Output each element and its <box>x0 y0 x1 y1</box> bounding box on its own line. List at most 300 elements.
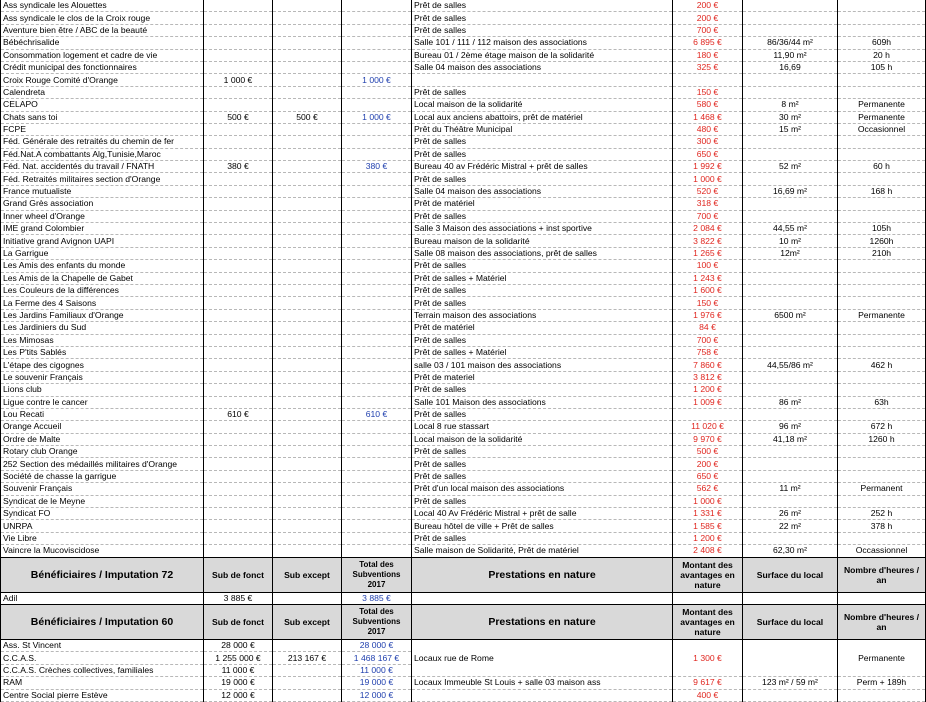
cell-sub-except <box>273 371 342 383</box>
cell-sub-fonct <box>204 433 273 445</box>
cell-prestation: Bureau maison de la solidarité <box>412 235 673 247</box>
cell-sub-fonct: 12 000 € <box>204 689 273 701</box>
cell-sub-fonct <box>204 247 273 259</box>
cell-beneficiaire: RAM <box>1 677 204 689</box>
cell-sub-except <box>273 223 342 235</box>
cell-montant: 318 € <box>673 198 743 210</box>
cell-total <box>342 223 412 235</box>
cell-beneficiaire: CELAPO <box>1 99 204 111</box>
cell-heures: 63h <box>838 396 926 408</box>
cell-surface <box>743 470 838 482</box>
cell-sub-fonct <box>204 12 273 24</box>
cell-prestation: Bureau 40 av Frédéric Mistral + prêt de salles <box>412 161 673 173</box>
cell-heures <box>838 408 926 420</box>
cell-total <box>342 148 412 160</box>
cell-heures: Permanente <box>838 99 926 111</box>
cell-sub-except <box>273 136 342 148</box>
cell-total <box>342 346 412 358</box>
table-row <box>1 384 926 396</box>
table-row <box>1 508 926 520</box>
cell-sub-except <box>273 0 342 12</box>
cell-montant: 200 € <box>673 0 743 12</box>
cell-heures: 168 h <box>838 185 926 197</box>
cell-surface <box>743 689 838 701</box>
cell-heures <box>838 198 926 210</box>
cell-montant: 650 € <box>673 148 743 160</box>
cell-sub-except <box>273 421 342 433</box>
table-row <box>1 520 926 532</box>
table-row <box>1 61 926 73</box>
cell-montant: 1 000 € <box>673 173 743 185</box>
cell-prestation: Prêt de salles + Matériel <box>412 272 673 284</box>
cell-montant: 562 € <box>673 483 743 495</box>
cell-total: 1 000 € <box>342 111 412 123</box>
cell-sub-fonct: 19 000 € <box>204 677 273 689</box>
cell-prestation: Prêt de materiel <box>412 371 673 383</box>
cell-sub-fonct <box>204 483 273 495</box>
cell-montant: 1 600 € <box>673 284 743 296</box>
cell-sub-fonct <box>204 284 273 296</box>
cell-beneficiaire: Adil <box>1 592 204 604</box>
cell-sub-fonct <box>204 545 273 557</box>
cell-sub-except <box>273 74 342 86</box>
cell-beneficiaire: Chats sans toi <box>1 111 204 123</box>
cell-beneficiaire: Société de chasse la garrigue <box>1 470 204 482</box>
table-row <box>1 495 926 507</box>
table-row <box>1 12 926 24</box>
cell-beneficiaire: Ass syndicale le clos de la Croix rouge <box>1 12 204 24</box>
cell-heures <box>838 384 926 396</box>
cell-heures-merged: Permanente <box>838 639 926 676</box>
cell-beneficiaire: Souvenir Français <box>1 483 204 495</box>
cell-total <box>342 297 412 309</box>
cell-montant: 1 243 € <box>673 272 743 284</box>
cell-heures <box>838 148 926 160</box>
cell-beneficiaire: Bébéchrisalide <box>1 37 204 49</box>
table-row <box>1 260 926 272</box>
cell-prestation: Terrain maison des associations <box>412 309 673 321</box>
cell-sub-except <box>273 235 342 247</box>
cell-sub-fonct <box>204 86 273 98</box>
cell-prestation <box>412 592 673 604</box>
cell-total <box>342 421 412 433</box>
cell-montant: 300 € <box>673 136 743 148</box>
cell-beneficiaire: Ass syndicale les Alouettes <box>1 0 204 12</box>
cell-prestation: Prêt de salles <box>412 173 673 185</box>
cell-montant: 9 617 € <box>673 677 743 689</box>
cell-sub-except <box>273 161 342 173</box>
cell-surface: 96 m² <box>743 421 838 433</box>
cell-beneficiaire: Les Couleurs de la différences <box>1 284 204 296</box>
cell-beneficiaire: Calendreta <box>1 86 204 98</box>
table-row <box>1 371 926 383</box>
cell-prestation: Prêt de salles <box>412 210 673 222</box>
cell-beneficiaire: Les Amis des enfants du monde <box>1 260 204 272</box>
cell-beneficiaire: Consommation logement et cadre de vie <box>1 49 204 61</box>
cell-surface <box>743 260 838 272</box>
cell-prestation: Local maison de la solidarité <box>412 99 673 111</box>
cell-surface: 26 m² <box>743 508 838 520</box>
cell-beneficiaire: La Garrigue <box>1 247 204 259</box>
cell-surface <box>743 408 838 420</box>
cell-surface: 44,55/86 m² <box>743 359 838 371</box>
cell-surface <box>743 148 838 160</box>
cell-heures <box>838 689 926 701</box>
table-row <box>1 458 926 470</box>
cell-surface: 86/36/44 m² <box>743 37 838 49</box>
cell-heures <box>838 136 926 148</box>
header-beneficiaires: Bénéficiaires / Imputation 72 <box>1 557 204 592</box>
cell-beneficiaire: C.C.A.S. <box>1 652 204 664</box>
cell-sub-fonct <box>204 37 273 49</box>
cell-prestation: Prêt de salles <box>412 458 673 470</box>
cell-surface <box>743 346 838 358</box>
cell-surface: 8 m² <box>743 99 838 111</box>
cell-total <box>342 483 412 495</box>
table-row <box>1 470 926 482</box>
cell-montant: 480 € <box>673 123 743 135</box>
table-row <box>1 284 926 296</box>
cell-beneficiaire: Féd.Nat.A combattants Alg,Tunisie,Maroc <box>1 148 204 160</box>
cell-sub-fonct <box>204 148 273 160</box>
cell-montant: 2 408 € <box>673 545 743 557</box>
cell-total: 28 000 € <box>342 639 412 651</box>
cell-sub-fonct <box>204 210 273 222</box>
table-row <box>1 297 926 309</box>
cell-prestation: Prêt de salles <box>412 86 673 98</box>
cell-total: 610 € <box>342 408 412 420</box>
header-sub-fonct: Sub de fonct <box>204 604 273 639</box>
cell-montant: 1 585 € <box>673 520 743 532</box>
cell-montant <box>673 408 743 420</box>
cell-sub-fonct <box>204 458 273 470</box>
cell-surface: 86 m² <box>743 396 838 408</box>
cell-sub-except <box>273 173 342 185</box>
cell-montant: 3 822 € <box>673 235 743 247</box>
cell-total <box>342 458 412 470</box>
header-beneficiaires: Bénéficiaires / Imputation 60 <box>1 604 204 639</box>
cell-montant-merged: 1 300 € <box>673 639 743 676</box>
cell-sub-fonct <box>204 446 273 458</box>
cell-beneficiaire: Ass. St Vincent <box>1 639 204 651</box>
cell-sub-fonct <box>204 235 273 247</box>
cell-montant: 100 € <box>673 260 743 272</box>
cell-surface <box>743 495 838 507</box>
cell-montant: 7 860 € <box>673 359 743 371</box>
cell-heures <box>838 74 926 86</box>
cell-total <box>342 173 412 185</box>
cell-prestation: Prêt de salles <box>412 408 673 420</box>
cell-sub-fonct <box>204 123 273 135</box>
table-row <box>1 235 926 247</box>
cell-surface <box>743 86 838 98</box>
cell-montant: 650 € <box>673 470 743 482</box>
cell-sub-except <box>273 309 342 321</box>
cell-surface <box>743 322 838 334</box>
cell-prestation: Salle 04 maison des associations <box>412 61 673 73</box>
header-sub-fonct: Sub de fonct <box>204 557 273 592</box>
cell-sub-except <box>273 322 342 334</box>
cell-sub-except <box>273 508 342 520</box>
table-row <box>1 346 926 358</box>
cell-surface: 10 m² <box>743 235 838 247</box>
table-row <box>1 639 926 651</box>
cell-sub-fonct <box>204 359 273 371</box>
cell-total <box>342 37 412 49</box>
cell-total <box>342 99 412 111</box>
cell-beneficiaire: Les Jardins Familiaux d'Orange <box>1 309 204 321</box>
cell-total <box>342 198 412 210</box>
cell-total <box>342 247 412 259</box>
table-row <box>1 408 926 420</box>
cell-sub-fonct <box>204 508 273 520</box>
cell-beneficiaire: Inner wheel d'Orange <box>1 210 204 222</box>
cell-surface: 62,30 m² <box>743 545 838 557</box>
cell-prestation: Bureau 01 / 2ème étage maison de la solidarité <box>412 49 673 61</box>
table-row <box>1 421 926 433</box>
cell-surface <box>743 0 838 12</box>
cell-prestation: Prêt de salles <box>412 0 673 12</box>
cell-sub-fonct <box>204 495 273 507</box>
cell-total <box>342 123 412 135</box>
cell-total <box>342 396 412 408</box>
table-row <box>1 592 926 604</box>
cell-prestation: Salle 101 / 111 / 112 maison des associations <box>412 37 673 49</box>
cell-prestation: Salle 04 maison des associations <box>412 185 673 197</box>
table-row <box>1 247 926 259</box>
cell-sub-fonct <box>204 49 273 61</box>
cell-heures <box>838 0 926 12</box>
cell-total <box>342 532 412 544</box>
cell-total: 1 468 167 € <box>342 652 412 664</box>
cell-heures: Perm + 189h <box>838 677 926 689</box>
cell-montant: 180 € <box>673 49 743 61</box>
cell-sub-fonct <box>204 61 273 73</box>
cell-montant: 1 200 € <box>673 384 743 396</box>
cell-heures: 60 h <box>838 161 926 173</box>
cell-sub-except <box>273 433 342 445</box>
cell-total <box>342 508 412 520</box>
cell-total <box>342 12 412 24</box>
cell-prestation: Prêt de salles <box>412 532 673 544</box>
header-total: Total des Subventions 2017 <box>342 604 412 639</box>
cell-sub-except <box>273 396 342 408</box>
cell-sub-fonct: 610 € <box>204 408 273 420</box>
cell-heures: Occassionnel <box>838 545 926 557</box>
cell-montant: 1 331 € <box>673 508 743 520</box>
cell-montant: 700 € <box>673 24 743 36</box>
cell-sub-fonct <box>204 384 273 396</box>
cell-sub-except <box>273 185 342 197</box>
cell-sub-except <box>273 545 342 557</box>
table-row <box>1 272 926 284</box>
cell-surface: 22 m² <box>743 520 838 532</box>
cell-total <box>342 322 412 334</box>
cell-sub-except <box>273 470 342 482</box>
cell-beneficiaire: UNRPA <box>1 520 204 532</box>
cell-total <box>342 470 412 482</box>
cell-sub-fonct <box>204 322 273 334</box>
cell-sub-except <box>273 639 342 651</box>
cell-beneficiaire: France mutualiste <box>1 185 204 197</box>
cell-total: 11 000 € <box>342 664 412 676</box>
cell-surface <box>743 371 838 383</box>
cell-heures <box>838 458 926 470</box>
cell-sub-except <box>273 198 342 210</box>
table-row <box>1 210 926 222</box>
table-row <box>1 111 926 123</box>
cell-beneficiaire: Lions club <box>1 384 204 396</box>
cell-total: 12 000 € <box>342 689 412 701</box>
cell-surface <box>743 272 838 284</box>
cell-montant: 1 265 € <box>673 247 743 259</box>
cell-beneficiaire: Aventure bien être / ABC de la beauté <box>1 24 204 36</box>
cell-prestation <box>412 74 673 86</box>
table-row <box>1 545 926 557</box>
cell-sub-fonct <box>204 297 273 309</box>
cell-total <box>342 446 412 458</box>
cell-heures <box>838 210 926 222</box>
cell-sub-fonct: 380 € <box>204 161 273 173</box>
cell-heures <box>838 284 926 296</box>
table-row <box>1 689 926 701</box>
cell-surface: 41,18 m² <box>743 433 838 445</box>
header-montant: Montant des avantages en nature <box>673 557 743 592</box>
cell-heures: Permanent <box>838 483 926 495</box>
cell-sub-except <box>273 458 342 470</box>
cell-heures: 378 h <box>838 520 926 532</box>
table-row <box>1 322 926 334</box>
cell-total <box>342 185 412 197</box>
cell-prestation: Prêt de salles <box>412 148 673 160</box>
cell-heures <box>838 86 926 98</box>
cell-montant: 700 € <box>673 210 743 222</box>
cell-prestation: Prêt du Théâtre Municipal <box>412 123 673 135</box>
cell-prestation: Prêt de salles <box>412 495 673 507</box>
header-prestations: Prestations en nature <box>412 604 673 639</box>
table-row <box>1 677 926 689</box>
imputation-60-section <box>1 604 926 701</box>
header-montant: Montant des avantages en nature <box>673 604 743 639</box>
cell-sub-except <box>273 12 342 24</box>
cell-surface <box>743 458 838 470</box>
cell-prestation: Local maison de la solidarité <box>412 433 673 445</box>
header-surface: Surface du local <box>743 604 838 639</box>
cell-beneficiaire: Rotary club Orange <box>1 446 204 458</box>
cell-prestation: Prêt de salles + Matériel <box>412 346 673 358</box>
cell-surface: 15 m² <box>743 123 838 135</box>
cell-sub-except <box>273 677 342 689</box>
cell-heures <box>838 470 926 482</box>
cell-surface <box>743 136 838 148</box>
cell-beneficiaire: Vie Libre <box>1 532 204 544</box>
cell-sub-except <box>273 297 342 309</box>
cell-montant: 580 € <box>673 99 743 111</box>
cell-prestation: Prêt de salles <box>412 384 673 396</box>
table-row <box>1 0 926 12</box>
cell-surface: 44,55 m² <box>743 223 838 235</box>
cell-beneficiaire: Les Mimosas <box>1 334 204 346</box>
cell-montant: 6 895 € <box>673 37 743 49</box>
cell-beneficiaire: Syndicat FO <box>1 508 204 520</box>
cell-total <box>342 384 412 396</box>
cell-beneficiaire: Les Jardiniers du Sud <box>1 322 204 334</box>
cell-sub-except: 500 € <box>273 111 342 123</box>
cell-total <box>342 371 412 383</box>
table-row <box>1 148 926 160</box>
cell-beneficiaire: Vaincre la Mucoviscidose <box>1 545 204 557</box>
cell-sub-except <box>273 592 342 604</box>
header-surface: Surface du local <box>743 557 838 592</box>
cell-total <box>342 24 412 36</box>
cell-sub-except <box>273 346 342 358</box>
cell-sub-fonct <box>204 223 273 235</box>
cell-total <box>342 334 412 346</box>
header-row-72 <box>1 557 926 592</box>
cell-total: 3 885 € <box>342 592 412 604</box>
cell-sub-fonct: 11 000 € <box>204 664 273 676</box>
cell-beneficiaire: Ligue contre le cancer <box>1 396 204 408</box>
cell-sub-fonct <box>204 99 273 111</box>
cell-sub-except <box>273 384 342 396</box>
cell-prestation-merged: Locaux rue de Rome <box>412 639 673 676</box>
cell-sub-except <box>273 532 342 544</box>
cell-montant: 1 992 € <box>673 161 743 173</box>
table-row <box>1 99 926 111</box>
cell-beneficiaire: IME grand Colombier <box>1 223 204 235</box>
cell-total <box>342 309 412 321</box>
cell-total <box>342 433 412 445</box>
cell-prestation: Local 40 Av Frédéric Mistral + prêt de salle <box>412 508 673 520</box>
cell-surface <box>743 384 838 396</box>
cell-heures: 1260h <box>838 235 926 247</box>
cell-sub-except <box>273 37 342 49</box>
table-row <box>1 49 926 61</box>
table-row <box>1 359 926 371</box>
cell-montant: 1 009 € <box>673 396 743 408</box>
cell-surface <box>743 198 838 210</box>
table-row <box>1 223 926 235</box>
cell-total <box>342 61 412 73</box>
cell-heures: 20 h <box>838 49 926 61</box>
cell-beneficiaire: Féd. Nat. accidentés du travail / FNATH <box>1 161 204 173</box>
cell-heures <box>838 297 926 309</box>
cell-montant: 3 812 € <box>673 371 743 383</box>
cell-sub-fonct <box>204 421 273 433</box>
cell-prestation: Prêt de salles <box>412 284 673 296</box>
cell-sub-fonct: 500 € <box>204 111 273 123</box>
cell-beneficiaire: Les P'tits Sablés <box>1 346 204 358</box>
cell-sub-except <box>273 483 342 495</box>
table-row <box>1 446 926 458</box>
cell-surface-merged <box>743 639 838 676</box>
cell-beneficiaire: Les Amis de la Chapelle de Gabet <box>1 272 204 284</box>
cell-sub-fonct <box>204 0 273 12</box>
cell-sub-fonct <box>204 272 273 284</box>
cell-sub-fonct <box>204 470 273 482</box>
cell-beneficiaire: Le souvenir Français <box>1 371 204 383</box>
header-prestations: Prestations en nature <box>412 557 673 592</box>
cell-heures <box>838 12 926 24</box>
cell-heures <box>838 173 926 185</box>
cell-total <box>342 210 412 222</box>
cell-heures <box>838 592 926 604</box>
table-row <box>1 483 926 495</box>
cell-total <box>342 520 412 532</box>
cell-montant: 2 084 € <box>673 223 743 235</box>
cell-heures: Permanente <box>838 309 926 321</box>
cell-sub-except <box>273 664 342 676</box>
